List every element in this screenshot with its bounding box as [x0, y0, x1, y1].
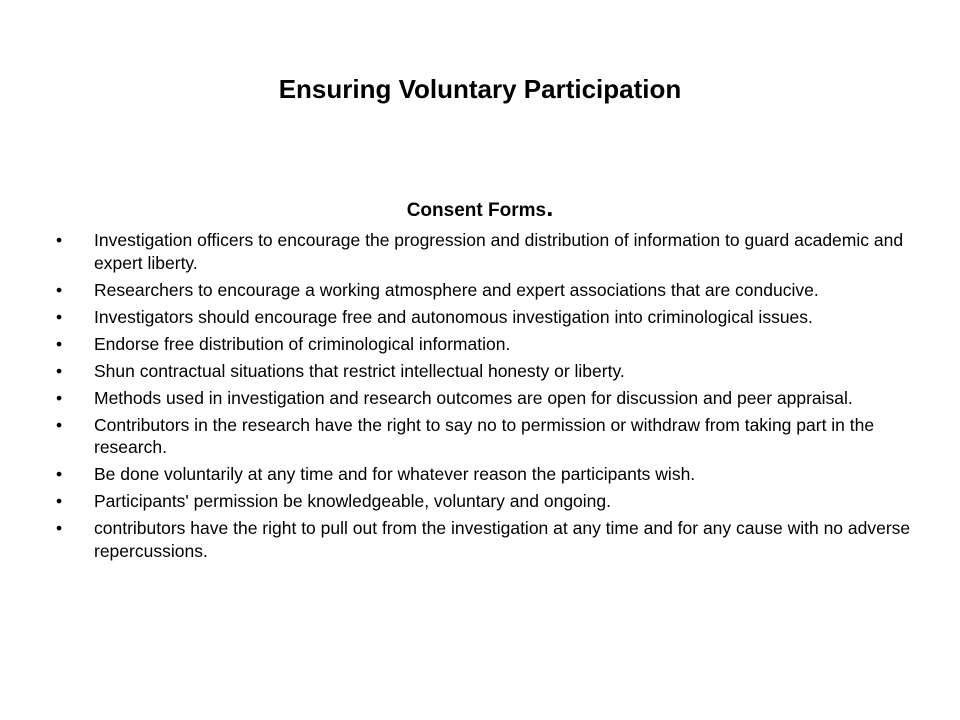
bullet-icon: •	[56, 306, 63, 327]
section-heading	[0, 194, 960, 224]
list-item	[56, 463, 916, 486]
list-item-text: Investigators should encourage free and autonomous investigation into criminological issues.	[94, 306, 813, 327]
list-item	[56, 360, 916, 383]
bullet-icon: •	[56, 279, 63, 300]
list-item-text: Endorse free distribution of criminological information.	[94, 333, 511, 354]
list-item	[56, 517, 916, 562]
list-item	[56, 490, 916, 513]
section-heading-text: Consent Forms	[406, 200, 547, 221]
list-item-text: Researchers to encourage a working atmosphere and expert associations that are conducive.	[94, 279, 819, 300]
list-item	[56, 279, 916, 302]
list-item-text: Be done voluntarily at any time and for whatever reason the participants wish.	[94, 464, 696, 484]
section-heading-period: .	[546, 192, 554, 222]
list-item-text: Methods used in investigation and research outcomes are open for discussion and peer appraisal.	[94, 387, 853, 408]
list-item-text: Shun contractual situations that restrict intellectual honesty or liberty.	[94, 360, 625, 381]
list-item	[56, 306, 916, 329]
bullet-icon: •	[56, 414, 63, 435]
list-item	[56, 414, 916, 459]
list-item-text: Investigation officers to encourage the progression and distribution of information to guard academic and expert liberty.	[94, 230, 904, 273]
list-item-text: Participants' permission be knowledgeable, voluntary and ongoing.	[94, 491, 611, 511]
bullet-icon: •	[56, 387, 63, 408]
list-item-text: contributors have the right to pull out from the investigation at any time and for any cause with no adverse repercussions.	[94, 518, 911, 561]
list-item	[56, 333, 916, 356]
page-title: Ensuring Voluntary Participation	[278, 74, 682, 104]
bullet-icon: •	[56, 230, 63, 250]
list-item-text: Contributors in the research have the right to say no to permission or withdraw from taking part in the research.	[94, 414, 875, 457]
bullet-icon: •	[56, 491, 63, 511]
list-item	[56, 229, 916, 274]
list-item	[56, 387, 916, 410]
bullet-icon: •	[56, 360, 63, 381]
bullet-icon: •	[56, 333, 63, 354]
bullet-list	[56, 229, 916, 567]
bullet-icon: •	[56, 464, 63, 484]
bullet-icon: •	[56, 518, 63, 538]
